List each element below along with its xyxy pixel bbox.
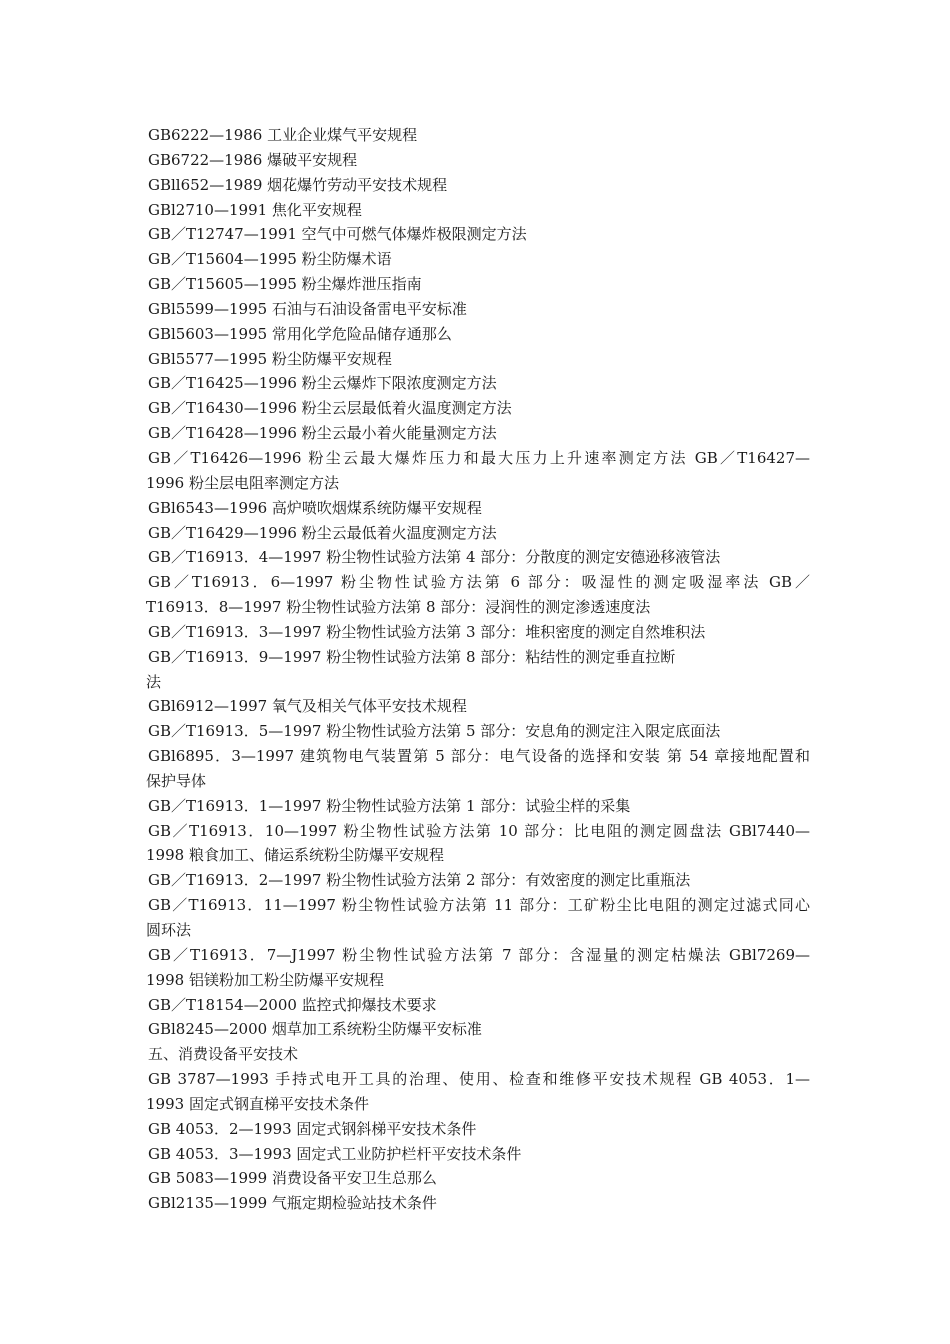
document-line: GB／T15604—1995 粉尘防爆术语	[148, 250, 392, 269]
document-line: GBl2710—1991 焦化平安规程	[148, 200, 362, 219]
document-line: 1996 粉尘层电阻率测定方法	[146, 473, 339, 492]
document-line: GBl8245—2000 烟草加工系统粉尘防爆平安标准	[148, 1020, 482, 1039]
document-line: 五、消费设备平安技术	[148, 1045, 299, 1064]
document-line: 1993 固定式钢直梯平安技术条件	[146, 1094, 369, 1113]
document-line: GB 4053．2—1993 固定式钢斜梯平安技术条件	[148, 1119, 477, 1138]
document-line: 圆环法	[146, 921, 192, 939]
document-line: GB／T16913．3—1997 粉尘物性试验方法第 3 部分：堆积密度的测定自然堆积法	[148, 622, 706, 641]
document-line: GB／T16913．1—1997 粉尘物性试验方法第 1 部分：试验尘样的采集	[148, 796, 631, 815]
document-line: 保护导体	[146, 771, 207, 790]
document-line: GBl2135—1999 气瓶定期检验站技术条件	[148, 1194, 437, 1213]
document-line: 1998 铝镁粉加工粉尘防爆平安规程	[146, 970, 384, 989]
document-line: GB／T16913．7—J1997 粉尘物性试验方法第 7 部分：含湿量的测定枯燥法 GBl7269—	[148, 945, 810, 964]
document-line: GB 5083—1999 消费设备平安卫生总那么	[148, 1169, 437, 1188]
document-line: GB／T16913．6—1997 粉尘物性试验方法第 6 部分：吸湿性的测定吸湿率法 GB／	[148, 573, 810, 592]
document-line: GB／T18154—2000 监控式抑爆技术要求	[148, 995, 437, 1014]
document-line: GB 4053．3—1993 固定式工业防护栏杆平安技术条件	[148, 1144, 522, 1163]
document-line: GB／T16425—1996 粉尘云爆炸下限浓度测定方法	[148, 374, 497, 393]
document-line: GBl6912—1997 氧气及相关气体平安技术规程	[148, 697, 467, 716]
document-line: GBl6543—1996 高炉喷吹烟煤系统防爆平安规程	[148, 498, 482, 517]
document-line: GBl5599—1995 石油与石油设备雷电平安标准	[148, 299, 467, 318]
document-line: GB 3787—1993 手持式电开工具的治理、使用、检查和维修平安技术规程 GB 4053．1—	[148, 1070, 810, 1089]
document-line: GBl5577—1995 粉尘防爆平安规程	[148, 349, 392, 368]
document-body	[146, 123, 810, 1216]
document-line: 法	[146, 672, 162, 691]
document-line: GBl5603—1995 常用化学危险品储存通那么	[148, 324, 452, 343]
document-line: T16913．8—1997 粉尘物性试验方法第 8 部分：浸润性的测定渗透速度法	[146, 598, 651, 617]
document-line: GB／T12747—1991 空气中可燃气体爆炸极限测定方法	[148, 225, 527, 244]
document-line: GB／T16430—1996 粉尘云层最低着火温度测定方法	[148, 399, 512, 418]
document-line: GB6722—1986 爆破平安规程	[148, 150, 358, 169]
document-line: GB／T16913．4—1997 粉尘物性试验方法第 4 部分：分散度的测定安德逊移液管法	[148, 548, 721, 567]
document-line: GB／T16913．2—1997 粉尘物性试验方法第 2 部分：有效密度的测定比重瓶法	[148, 871, 691, 890]
document-line: GB／T16426—1996 粉尘云最大爆炸压力和最大压力上升速率测定方法 GB／T16427—	[148, 448, 810, 467]
document-line: GB6222—1986 工业企业煤气平安规程	[148, 126, 418, 144]
document-line: GBll652—1989 烟花爆竹劳动平安技术规程	[148, 175, 448, 194]
document-line: GB／T16913．5—1997 粉尘物性试验方法第 5 部分：安息角的测定注入限定底面法	[148, 722, 721, 741]
document-line: GBl6895．3—1997 建筑物电气装置第 5 部分：电气设备的选择和安装 第 54 章接地配置和	[148, 747, 810, 766]
document-line: GB／T16913．10—1997 粉尘物性试验方法第 10 部分：比电阻的测定圆盘法 GBl7440—	[148, 821, 810, 840]
document-line: GB／T16913．9—1997 粉尘物性试验方法第 8 部分：粘结性的测定垂直拉断	[148, 647, 676, 666]
document-line: GB／T16913．11—1997 粉尘物性试验方法第 11 部分：工矿粉尘比电阻的测定过滤式同心	[148, 896, 810, 915]
document-line: GB／T15605—1995 粉尘爆炸泄压指南	[148, 275, 422, 294]
document-line: GB／T16429—1996 粉尘云最低着火温度测定方法	[148, 523, 497, 542]
document-line: 1998 粮食加工、储运系统粉尘防爆平安规程	[146, 846, 444, 865]
document-line: GB／T16428—1996 粉尘云最小着火能量测定方法	[148, 424, 497, 443]
